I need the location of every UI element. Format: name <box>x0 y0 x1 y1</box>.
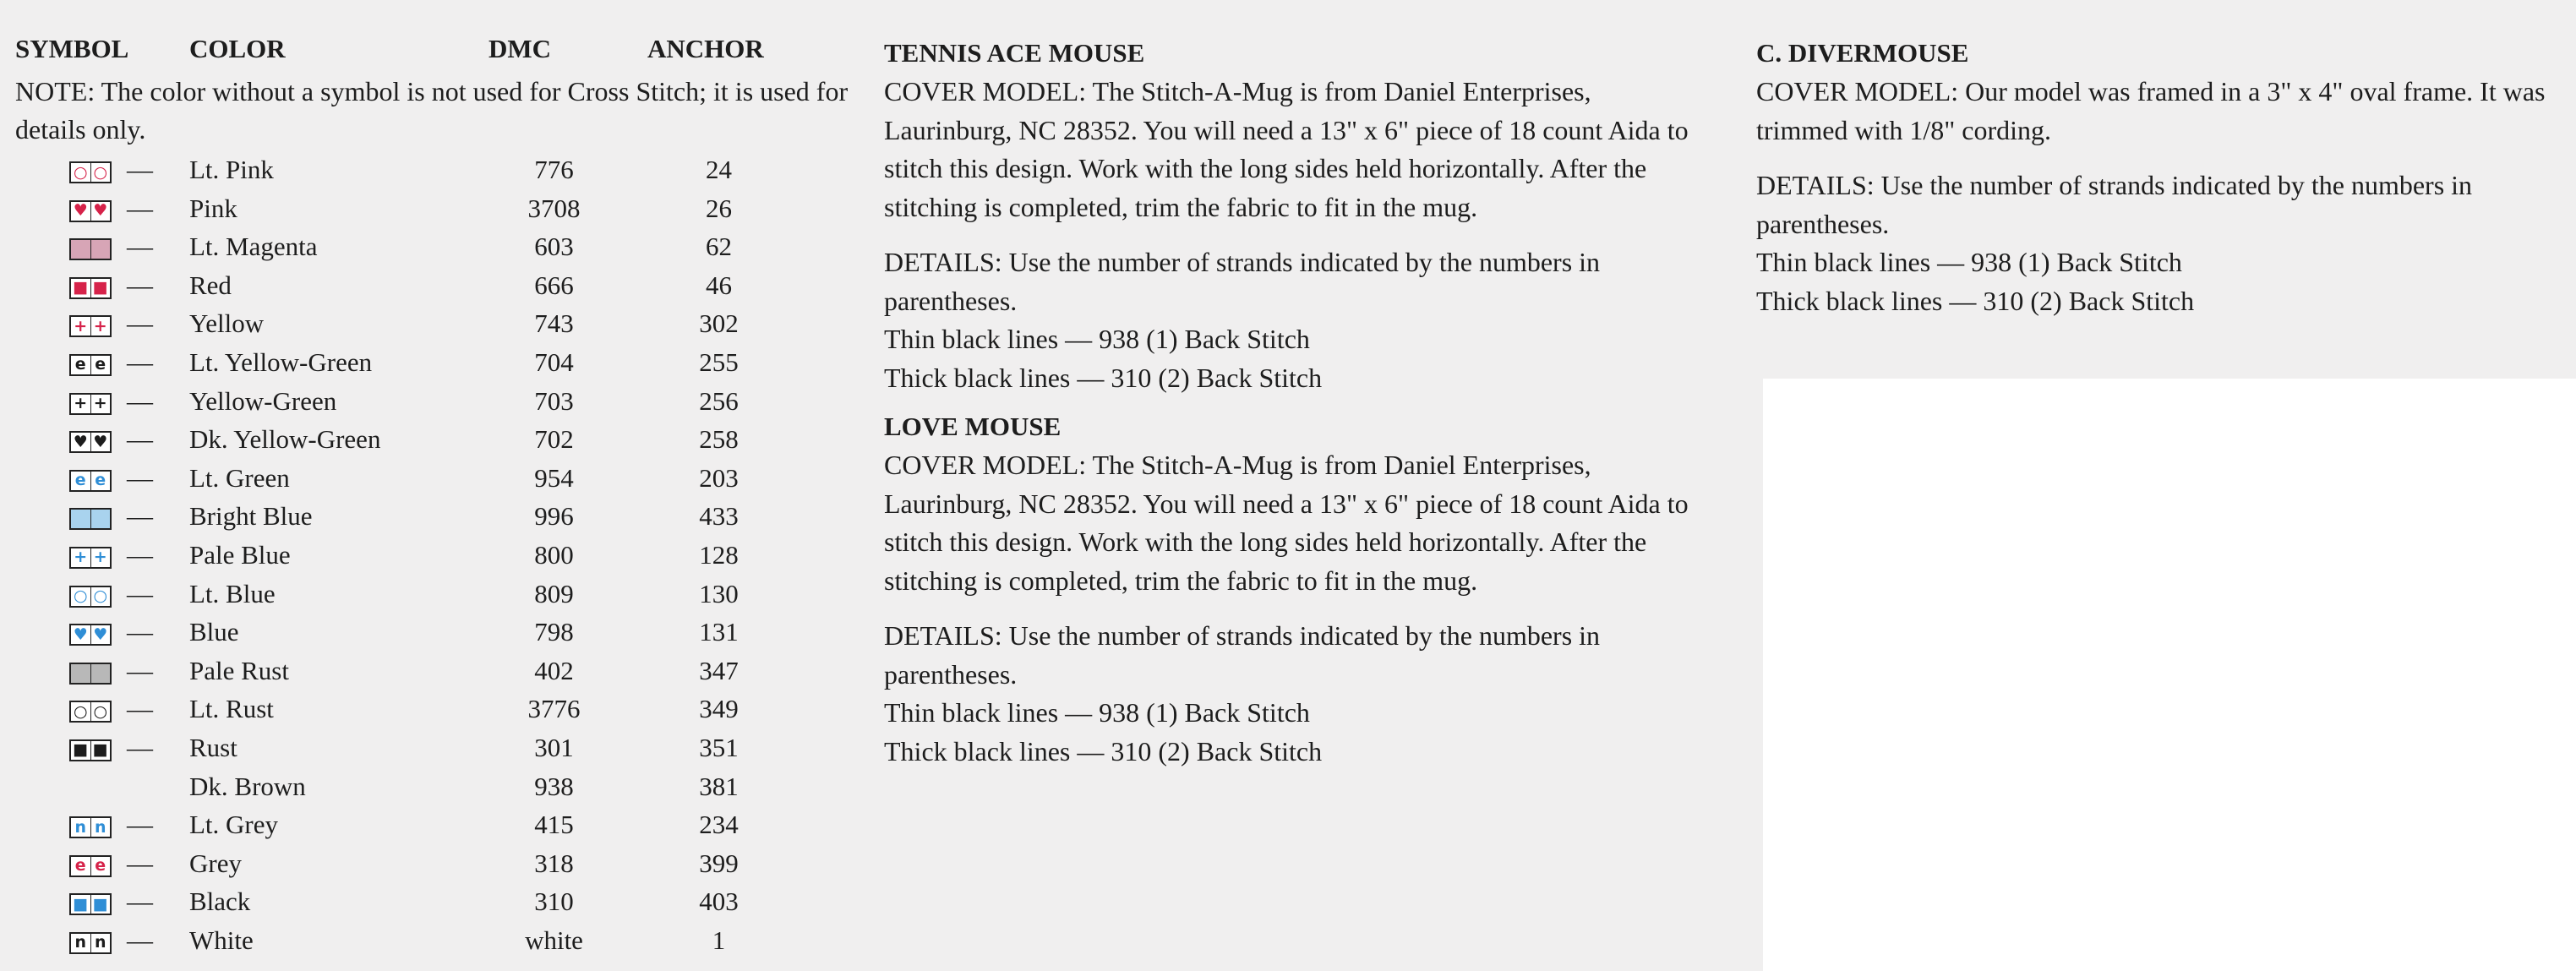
stitch-symbol-icon <box>69 701 112 723</box>
tennis-cover-model: COVER MODEL: The Stitch-A-Mug is from Daniel Enterprises, Laurinburg, NC 28352. You will need a 13" x 6" piece of 18 count Aida to stitch this design. Work with the long sides held horizontally. After the stitching is completed, trim the fabric to fit in the mug. <box>884 76 1689 222</box>
color-name: Pale Blue <box>189 539 291 570</box>
love-cover-model: COVER MODEL: The Stitch-A-Mug is from Daniel Enterprises, Laurinburg, NC 28352. You will need a 13" x 6" piece of 18 count Aida to stitch this design. Work with the long sides held horizontally. After the stitching is completed, trim the fabric to fit in the mug. <box>884 450 1689 596</box>
stitch-symbol-icon <box>69 739 112 761</box>
dmc-number: 938 <box>534 771 574 801</box>
stitch-symbol-cell: ♥ <box>71 202 90 221</box>
row-dash: — <box>127 810 153 840</box>
diver-details: DETAILS: Use the number of strands indicated by the numbers in parentheses. <box>1756 170 2473 239</box>
stitch-symbol-cell: e <box>71 857 90 876</box>
row-dash: — <box>127 539 153 570</box>
color-key-row <box>15 923 860 962</box>
stitch-symbol-cell: ○ <box>71 587 90 606</box>
anchor-number: 302 <box>699 308 739 339</box>
stitch-symbol-cell: ■ <box>71 895 90 914</box>
color-key-row <box>15 422 860 461</box>
tennis-thick-lines: Thick black lines — 310 (2) Back Stitch <box>884 362 1323 393</box>
stitch-symbol-cell: e <box>90 356 111 374</box>
color-name: Lt. Yellow-Green <box>189 346 373 377</box>
color-name: Lt. Grey <box>189 810 279 840</box>
header-symbol: SYMBOL <box>15 34 129 63</box>
stitch-symbol-cell: ○ <box>71 702 90 721</box>
row-dash: — <box>127 346 153 377</box>
color-name: Pink <box>189 193 237 223</box>
stitch-symbol-cell: ■ <box>90 741 111 760</box>
color-name: Lt. Rust <box>189 694 274 724</box>
dmc-number: 301 <box>534 732 574 762</box>
stitch-symbol-cell: ○ <box>71 163 90 182</box>
dmc-number: 402 <box>534 655 574 685</box>
stitch-symbol-icon <box>69 586 112 608</box>
color-key-row <box>15 384 860 423</box>
anchor-number: 349 <box>699 694 739 724</box>
anchor-number: 24 <box>706 155 732 184</box>
stitch-symbol-cell: ○ <box>90 702 111 721</box>
anchor-number: 399 <box>699 848 739 878</box>
row-dash: — <box>127 232 153 262</box>
stitch-symbol-cell: ♥ <box>90 202 111 221</box>
anchor-number: 256 <box>699 385 739 416</box>
row-dash: — <box>127 694 153 724</box>
stitch-symbol-cell <box>71 240 90 259</box>
row-dash: — <box>127 617 153 647</box>
color-key-row <box>15 191 860 230</box>
dmc-number: 310 <box>534 886 574 917</box>
stitch-symbol-icon <box>69 277 112 299</box>
tennis-details: DETAILS: Use the number of strands indicated by the numbers in parentheses. <box>884 247 1601 316</box>
color-name: Pale Rust <box>189 655 289 685</box>
color-key-row <box>15 499 860 537</box>
color-name: Yellow <box>189 308 265 339</box>
stitch-symbol-cell <box>71 510 90 528</box>
color-key-row <box>15 653 860 692</box>
row-dash: — <box>127 925 153 955</box>
color-name: Yellow-Green <box>189 385 337 416</box>
color-name: Lt. Blue <box>189 578 276 608</box>
anchor-number: 1 <box>712 925 726 955</box>
color-key-row <box>15 884 860 923</box>
color-key-row <box>15 807 860 846</box>
love-thick-lines: Thick black lines — 310 (2) Back Stitch <box>884 735 1323 766</box>
stitch-symbol-cell: ♥ <box>71 625 90 644</box>
stitch-symbol-cell: ■ <box>71 741 90 760</box>
color-key-row <box>15 268 860 307</box>
color-key-row <box>15 537 860 576</box>
dmc-number: 415 <box>534 810 574 840</box>
color-name: White <box>189 925 254 955</box>
stitch-symbol-icon <box>69 315 112 337</box>
color-key-rows <box>15 152 860 961</box>
stitch-symbol-cell: ♥ <box>90 433 111 451</box>
right-column <box>1756 34 2568 320</box>
anchor-number: 381 <box>699 771 739 801</box>
stitch-symbol-cell: ■ <box>90 279 111 297</box>
stitch-symbol-cell: ○ <box>90 163 111 182</box>
diver-title: C. DIVERMOUSE <box>1756 38 1969 68</box>
tennis-title: TENNIS ACE MOUSE <box>884 38 1145 68</box>
dmc-number: 704 <box>534 346 574 377</box>
stitch-symbol-icon <box>69 470 112 492</box>
color-name: Red <box>189 270 232 300</box>
stitch-symbol-cell <box>90 240 111 259</box>
anchor-number: 128 <box>699 539 739 570</box>
anchor-number: 62 <box>706 232 732 262</box>
color-key-row <box>15 846 860 885</box>
row-dash: — <box>127 501 153 532</box>
stitch-symbol-cell <box>71 664 90 683</box>
row-dash: — <box>127 270 153 300</box>
color-key-row <box>15 576 860 615</box>
stitch-symbol-cell: e <box>71 356 90 374</box>
stitch-symbol-icon <box>69 932 112 954</box>
row-dash: — <box>127 848 153 878</box>
color-key-row <box>15 229 860 268</box>
stitch-symbol-cell: + <box>71 317 90 335</box>
row-dash: — <box>127 655 153 685</box>
stitch-symbol-cell: ■ <box>71 279 90 297</box>
blank-panel <box>1763 379 2576 971</box>
stitch-symbol-icon <box>69 855 112 877</box>
stitch-symbol-icon <box>69 778 112 800</box>
header-color: COLOR <box>189 34 286 63</box>
love-title: LOVE MOUSE <box>884 412 1062 441</box>
dmc-number: 703 <box>534 385 574 416</box>
dmc-number: white <box>525 925 583 955</box>
anchor-number: 255 <box>699 346 739 377</box>
row-dash: — <box>127 385 153 416</box>
stitch-symbol-cell <box>90 664 111 683</box>
color-key-row <box>15 730 860 769</box>
color-name: Blue <box>189 617 239 647</box>
color-key-row <box>15 614 860 653</box>
color-name: Dk. Brown <box>189 771 306 801</box>
dmc-number: 603 <box>534 232 574 262</box>
row-dash: — <box>127 732 153 762</box>
color-name: Dk. Yellow-Green <box>189 424 381 455</box>
anchor-number: 203 <box>699 462 739 493</box>
stitch-symbol-cell: ■ <box>90 895 111 914</box>
anchor-number: 26 <box>706 193 732 223</box>
middle-column <box>884 34 1695 771</box>
row-dash: — <box>127 462 153 493</box>
love-details: DETAILS: Use the number of strands indicated by the numbers in parentheses. <box>884 620 1601 690</box>
stitch-symbol-icon <box>69 238 112 260</box>
dmc-number: 318 <box>534 848 574 878</box>
color-key-row <box>15 345 860 384</box>
stitch-symbol-cell: n <box>90 818 111 837</box>
anchor-number: 403 <box>699 886 739 917</box>
anchor-number: 46 <box>706 270 732 300</box>
stitch-symbol-icon <box>69 816 112 838</box>
color-name: Black <box>189 886 251 917</box>
stitch-symbol-cell <box>90 510 111 528</box>
dmc-number: 776 <box>534 155 574 184</box>
color-key-row <box>15 306 860 345</box>
anchor-number: 130 <box>699 578 739 608</box>
dmc-number: 954 <box>534 462 574 493</box>
stitch-symbol-cell: ♥ <box>71 433 90 451</box>
stitch-symbol-icon <box>69 624 112 646</box>
color-key-row <box>15 691 860 730</box>
dmc-number: 800 <box>534 539 574 570</box>
diver-thick-lines: Thick black lines — 310 (2) Back Stitch <box>1756 285 2195 316</box>
anchor-number: 234 <box>699 810 739 840</box>
dmc-number: 798 <box>534 617 574 647</box>
dmc-number: 743 <box>534 308 574 339</box>
stitch-symbol-icon <box>69 354 112 376</box>
stitch-symbol-cell: n <box>90 934 111 952</box>
stitch-symbol-icon <box>69 893 112 915</box>
stitch-symbol-icon <box>69 200 112 222</box>
stitch-symbol-icon <box>69 161 112 183</box>
dmc-number: 809 <box>534 578 574 608</box>
stitch-symbol-cell: e <box>90 857 111 876</box>
row-dash: — <box>127 308 153 339</box>
diver-thin-lines: Thin black lines — 938 (1) Back Stitch <box>1756 247 2182 277</box>
row-dash: — <box>127 578 153 608</box>
stitch-symbol-icon <box>69 547 112 569</box>
stitch-symbol-icon <box>69 393 112 415</box>
color-key-row <box>15 461 860 499</box>
dmc-number: 3708 <box>527 193 581 223</box>
color-key-note: NOTE: The color without a symbol is not used for Cross Stitch; it is used for details only. <box>15 76 849 145</box>
stitch-symbol-cell: ○ <box>90 587 111 606</box>
dmc-number: 3776 <box>527 694 581 724</box>
love-thin-lines: Thin black lines — 938 (1) Back Stitch <box>884 697 1310 728</box>
row-dash: — <box>127 424 153 455</box>
stitch-symbol-cell: n <box>71 818 90 837</box>
header-anchor: ANCHOR <box>647 34 764 63</box>
stitch-symbol-cell: n <box>71 934 90 952</box>
color-key-row <box>15 769 860 808</box>
dmc-number: 702 <box>534 424 574 455</box>
dmc-number: 666 <box>534 270 574 300</box>
stitch-symbol-cell: + <box>90 548 111 567</box>
dmc-number: 996 <box>534 501 574 532</box>
stitch-symbol-icon <box>69 431 112 453</box>
row-dash: — <box>127 193 153 223</box>
stitch-symbol-cell: ♥ <box>90 625 111 644</box>
color-name: Grey <box>189 848 242 878</box>
color-key <box>15 34 860 961</box>
stitch-symbol-cell: + <box>71 548 90 567</box>
stitch-symbol-cell: + <box>90 317 111 335</box>
stitch-symbol-cell: + <box>71 395 90 413</box>
color-key-header <box>15 34 860 73</box>
color-name: Lt. Pink <box>189 155 274 184</box>
color-key-row <box>15 152 860 191</box>
stitch-symbol-icon <box>69 508 112 530</box>
anchor-number: 351 <box>699 732 739 762</box>
row-dash: — <box>127 155 153 184</box>
color-name: Lt. Green <box>189 462 290 493</box>
color-name: Rust <box>189 732 237 762</box>
stitch-symbol-cell: e <box>71 472 90 490</box>
anchor-number: 258 <box>699 424 739 455</box>
anchor-number: 131 <box>699 617 739 647</box>
diver-cover-model: COVER MODEL: Our model was framed in a 3" x 4" oval frame. It was trimmed with 1/8" cording. <box>1756 76 2546 145</box>
anchor-number: 347 <box>699 655 739 685</box>
anchor-number: 433 <box>699 501 739 532</box>
stitch-symbol-cell: e <box>90 472 111 490</box>
stitch-symbol-cell: + <box>90 395 111 413</box>
color-name: Bright Blue <box>189 501 313 532</box>
stitch-symbol-icon <box>69 663 112 685</box>
tennis-thin-lines: Thin black lines — 938 (1) Back Stitch <box>884 324 1310 354</box>
row-dash: — <box>127 886 153 917</box>
header-dmc: DMC <box>488 34 552 63</box>
color-name: Lt. Magenta <box>189 232 318 262</box>
